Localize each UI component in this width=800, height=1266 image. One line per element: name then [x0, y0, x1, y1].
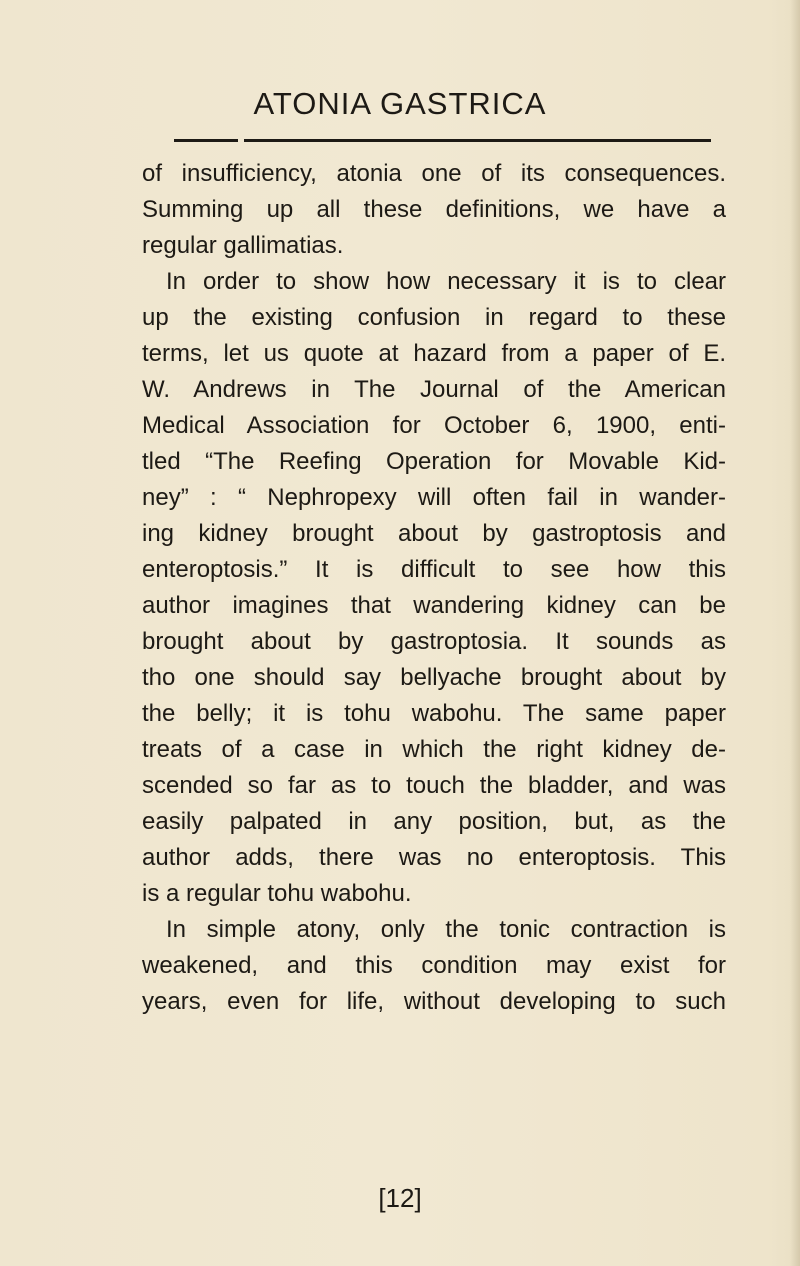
text-line: the belly; it is tohu wabohu. The same paper	[142, 700, 726, 727]
text-line: In simple atony, only the tonic contraction is	[166, 916, 726, 943]
text-line: tled “The Reefing Operation for Movable Kid-	[142, 448, 726, 475]
text-line: brought about by gastroptosia. It sounds as	[142, 628, 726, 655]
text-line: In order to show how necessary it is to clear	[166, 268, 726, 295]
text-line: scended so far as to touch the bladder, and was	[142, 772, 726, 799]
page-number: [12]	[378, 1183, 422, 1213]
running-head: ATONIA GASTRICA	[253, 86, 547, 121]
header-rule-long	[244, 139, 711, 142]
text-line: terms, let us quote at hazard from a paper of E.	[142, 340, 726, 367]
text-line: author adds, there was no enteroptosis. This	[142, 844, 726, 871]
text-line: regular gallimatias.	[142, 232, 344, 259]
text-line: ney” : “ Nephropexy will often fail in wander-	[142, 484, 726, 511]
text-line: Medical Association for October 6, 1900, enti-	[142, 412, 726, 439]
text-line: treats of a case in which the right kidney de-	[142, 736, 726, 763]
text-line: easily palpated in any position, but, as the	[142, 808, 726, 835]
text-line: up the existing confusion in regard to these	[142, 304, 726, 331]
text-line: tho one should say bellyache brought about by	[142, 664, 726, 691]
text-line: weakened, and this condition may exist for	[142, 952, 726, 979]
text-line: W. Andrews in The Journal of the American	[142, 376, 726, 403]
text-line: of insufficiency, atonia one of its consequences.	[142, 160, 726, 187]
text-line: is a regular tohu wabohu.	[142, 880, 412, 907]
page-edge-shadow	[790, 0, 800, 1266]
text-line: Summing up all these definitions, we have a	[142, 196, 726, 223]
header-rule-short	[174, 139, 238, 142]
text-line: years, even for life, without developing to such	[142, 988, 726, 1015]
body-text	[142, 156, 726, 1020]
text-line: author imagines that wandering kidney can be	[142, 592, 726, 619]
text-line: ing kidney brought about by gastroptosis and	[142, 520, 726, 547]
text-line: enteroptosis.” It is difficult to see how this	[142, 556, 726, 583]
